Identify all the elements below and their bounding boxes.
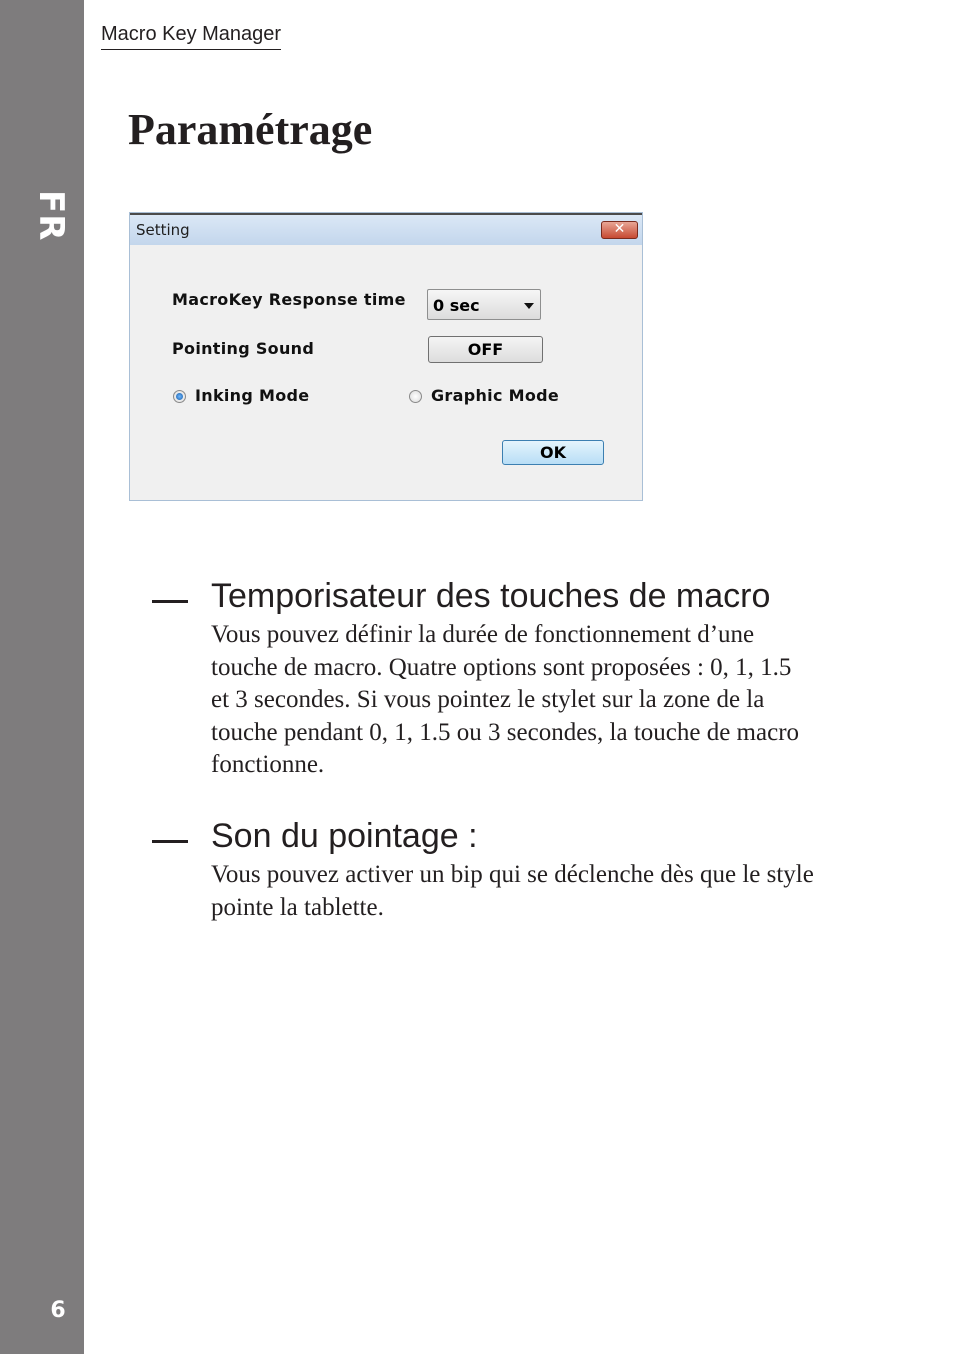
page-number: 6 [50,1298,66,1323]
section-heading-macro-timer: Temporisateur des touches de macro [211,577,771,615]
pointing-sound-toggle[interactable]: OFF [428,336,543,363]
body-line: touche pendant 0, 1, 1.5 ou 3 secondes, la touche de macro [211,718,800,746]
body-line: touche de macro. Quatre options sont proposées : 0, 1, 1.5 [211,653,792,681]
close-button[interactable] [601,221,638,239]
pointing-sound-label: Pointing Sound [172,339,315,358]
inking-mode-radio[interactable] [173,390,186,403]
dialog-title: Setting [136,221,190,239]
response-time-value: 0 sec [433,296,480,315]
section-body-macro-timer [211,619,891,782]
page-title: Paramétrage [128,105,373,154]
language-tab: FR [31,190,71,242]
ok-button[interactable]: OK [502,440,604,465]
body-line: Vous pouvez activer un bip qui se déclenche dès que le style [211,861,814,888]
dialog-titlebar[interactable] [130,215,642,245]
section-dash [152,840,188,843]
close-icon: ✕ [613,221,626,237]
section-heading-pointing-sound: Son du pointage : [211,817,478,855]
body-line: pointe la tablette. [211,893,384,921]
body-line: fonctionne. [211,751,325,779]
inking-mode-label[interactable]: Inking Mode [195,386,310,405]
body-line: et 3 secondes. Si vous pointez le stylet sur la zone de la [211,686,765,714]
section-dash [152,600,188,603]
response-time-dropdown[interactable] [427,289,541,320]
chevron-down-icon [524,303,534,309]
graphic-mode-radio[interactable] [409,390,422,403]
running-head: Macro Key Manager [101,23,281,50]
graphic-mode-label[interactable]: Graphic Mode [431,386,560,405]
body-line: Vous pouvez définir la durée de fonctionnement d’une [211,621,755,648]
setting-dialog [129,212,643,501]
response-time-label: MacroKey Response time [172,290,406,309]
section-body-pointing-sound [211,859,891,924]
